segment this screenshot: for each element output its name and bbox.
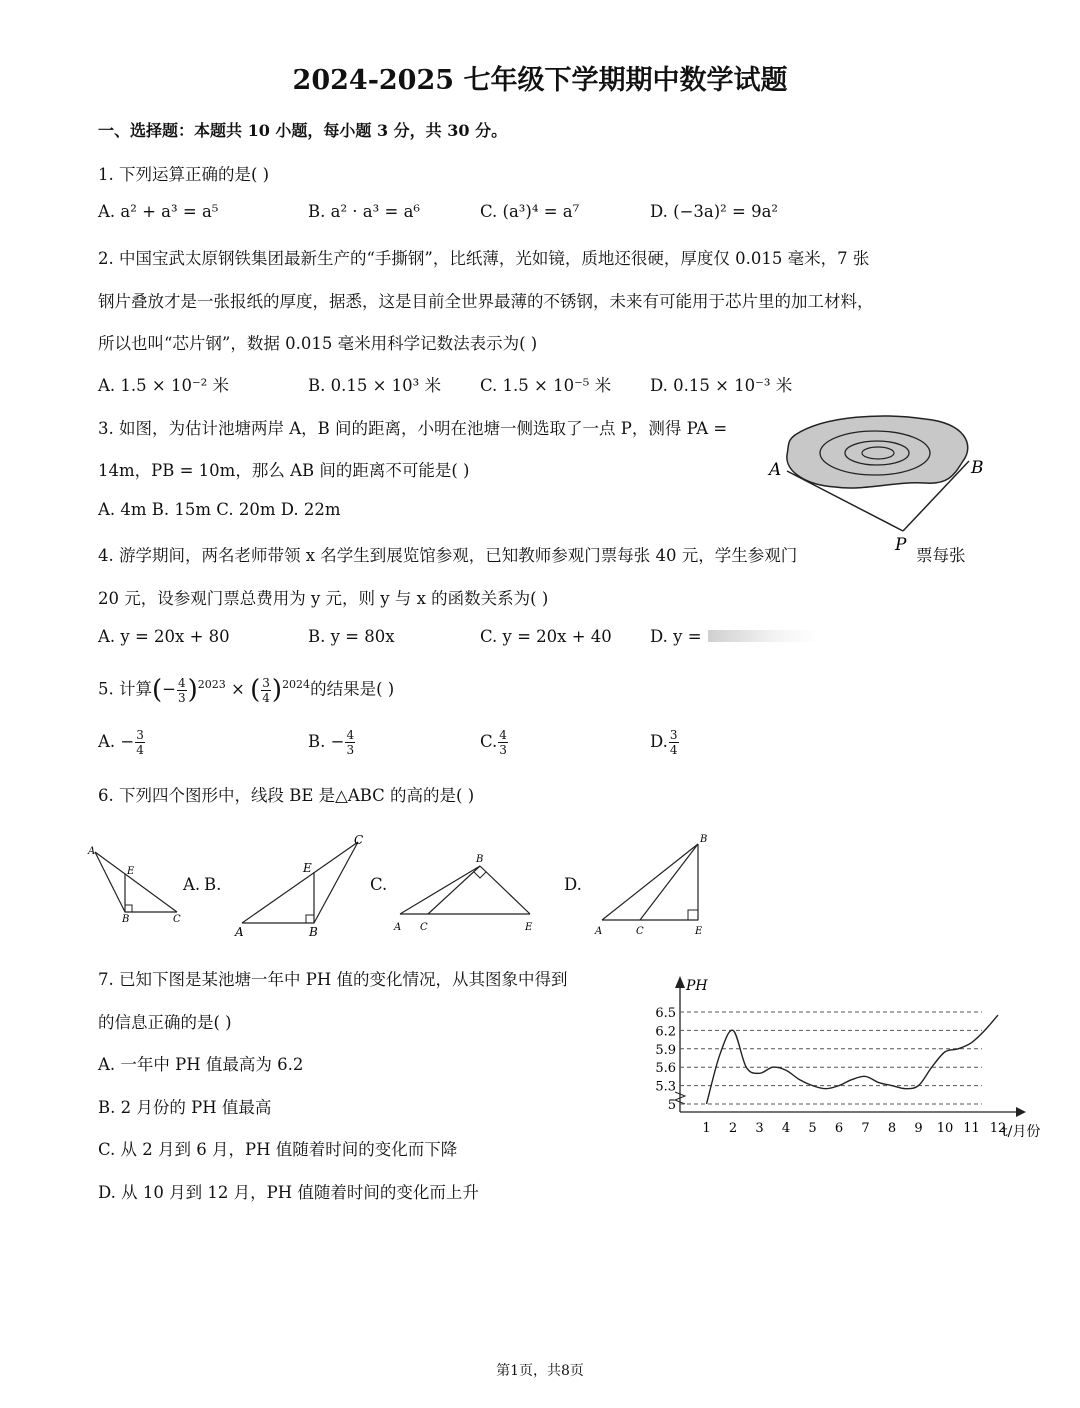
point-p-label: P — [895, 535, 907, 555]
q6-option-c: C. — [370, 875, 388, 894]
q4-option-d: D. y = — [650, 627, 702, 646]
q6-figure-b — [232, 830, 372, 942]
svg-text:B: B — [309, 925, 318, 939]
q2-option-c: C. 1.5 × 10⁻⁵ 米 — [480, 376, 612, 395]
q1-option-d: D. (−3a)² = 9a² — [650, 202, 779, 221]
svg-text:A: A — [88, 846, 96, 857]
q6-stem: 6. 下列四个图形中，线段 BE 是△ABC 的高的是( ) — [98, 786, 475, 805]
y-tick-label: 6.5 — [655, 1006, 676, 1021]
q1-stem: 1. 下列运算正确的是( ) — [98, 165, 270, 184]
q7-option-c: C. 从 2 月到 6 月，PH 值随着时间的变化而下降 — [98, 1140, 458, 1159]
q7-option-d: D. 从 10 月到 12 月，PH 值随着时间的变化而上升 — [98, 1183, 479, 1202]
q3-options: A. 4m B. 15m C. 20m D. 22m — [98, 500, 341, 519]
q5-stem: 5. 计算(− $\frac{4}{3}$ )$^{2023}$ × ( $\frac{3}{4}$ )$^{2024}$的结果是( ) — [98, 675, 395, 705]
q7-line2: 的信息正确的是( ) — [98, 1013, 232, 1032]
q5-option-d: D. $\frac{3}{4}$ — [650, 728, 678, 757]
svg-text:E: E — [303, 861, 312, 875]
point-b-label: B — [971, 458, 984, 478]
svg-text:C: C — [173, 914, 181, 925]
q7-line1: 7. 已知下图是某池塘一年中 PH 值的变化情况，从其图象中得到 — [98, 970, 568, 989]
page-title: 2024-2025 七年级下学期期中数学试题 — [292, 65, 788, 96]
q1-option-c: C. (a³)⁴ = a⁷ — [480, 202, 580, 221]
y-tick-label: 6.2 — [655, 1024, 676, 1040]
ph-chart — [620, 970, 1060, 1150]
q6-option-d: D. — [564, 875, 582, 894]
q7-option-a: A. 一年中 PH 值最高为 6.2 — [98, 1055, 304, 1074]
y-tick-label: 5.3 — [655, 1079, 676, 1095]
svg-text:B: B — [122, 914, 130, 925]
x-tick-label: 4 — [781, 1121, 791, 1136]
y-tick-label: 5 — [667, 1098, 676, 1113]
svg-text:A: A — [595, 926, 603, 937]
q5-option-a: A. − $\frac{3}{4}$ — [98, 728, 144, 757]
q4-line1: 4. 游学期间，两名老师带领 x 名学生到展览馆参观，已知教师参观门票每张 40 元，学生参观门 — [98, 546, 798, 565]
x-tick-label: 9 — [914, 1121, 923, 1136]
svg-text:A: A — [235, 925, 244, 939]
q2-line2: 钢片叠放才是一张报纸的厚度，据悉，这是目前全世界最薄的不锈钢，未来有可能用于芯片里的加工材料， — [98, 292, 874, 311]
x-tick-label: 1 — [702, 1121, 711, 1136]
x-tick-label: 2 — [728, 1121, 738, 1136]
y-axis-label: PH — [686, 978, 708, 994]
q5-option-b: B. − $\frac{4}{3}$ — [308, 728, 355, 757]
q2-option-b: B. 0.15 × 10³ 米 — [308, 376, 442, 395]
q4-line2: 20 元，设参观门票总费用为 y 元，则 y 与 x 的函数关系为( ) — [98, 589, 549, 608]
svg-text:C: C — [354, 833, 364, 847]
svg-text:E: E — [127, 866, 135, 877]
x-axis-arrow — [1016, 1107, 1026, 1117]
q2-line1: 2. 中国宝武太原钢铁集团最新生产的“手撕钢”，比纸薄，光如镜，质地还很硬，厚度仅 0.015 毫米，7 张 — [98, 249, 870, 268]
y-tick-label: 5.9 — [655, 1042, 676, 1058]
svg-text:C: C — [636, 926, 644, 937]
q4-option-b: B. y = 80x — [308, 627, 395, 646]
q3-line2: 14m，PB = 10m，那么 AB 间的距离不可能是( ) — [98, 461, 470, 480]
x-tick-label: 10 — [936, 1121, 954, 1136]
q2-line3: 所以也叫“芯片钢”，数据 0.015 毫米用科学记数法表示为( ) — [98, 334, 538, 353]
point-a-label: A — [769, 460, 782, 480]
y-axis-arrow — [675, 976, 685, 988]
pond-shape — [787, 416, 968, 488]
section-heading: 一、选择题：本题共 10 小题，每小题 3 分，共 30 分。 — [98, 121, 508, 140]
page-footer: 第1页，共8页 — [496, 1363, 584, 1379]
q7-option-b: B. 2 月份的 PH 值最高 — [98, 1098, 272, 1117]
svg-text:B: B — [700, 834, 708, 845]
q5-option-c: C. $\frac{4}{3}$ — [480, 728, 507, 757]
svg-text:C: C — [420, 922, 428, 933]
q6-figure-a — [85, 840, 185, 925]
x-tick-label: 12 — [989, 1121, 1007, 1136]
q4-line1-tail: 票每张 — [916, 546, 966, 565]
q3-line1: 3. 如图，为估计池塘两岸 A，B 间的距离，小明在池塘一侧选取了一点 P，测得 PA = — [98, 419, 728, 438]
q2-option-d: D. 0.15 × 10⁻³ 米 — [650, 376, 793, 395]
smudge — [708, 630, 818, 642]
x-tick-label: 5 — [808, 1121, 817, 1136]
x-tick-label: 8 — [887, 1121, 897, 1136]
q6-figure-c — [390, 850, 540, 935]
svg-text:E: E — [525, 922, 533, 933]
y-tick-label: 5.6 — [655, 1061, 676, 1077]
q2-option-a: A. 1.5 × 10⁻² 米 — [98, 376, 230, 395]
x-tick-label: 6 — [834, 1121, 844, 1136]
x-tick-label: 7 — [861, 1121, 870, 1136]
svg-text:A: A — [394, 922, 402, 933]
axis-break — [675, 1092, 685, 1104]
svg-text:B: B — [476, 854, 484, 865]
q1-option-a: A. a² + a³ = a⁵ — [98, 202, 219, 221]
x-axis-label: t/月份 — [1002, 1124, 1041, 1140]
ph-series-line — [707, 1015, 999, 1104]
q4-option-a: A. y = 20x + 80 — [98, 627, 230, 646]
svg-text:E: E — [695, 926, 703, 937]
q6-option-a: A. — [183, 875, 201, 894]
x-tick-label: 3 — [755, 1121, 764, 1136]
pond-figure — [765, 405, 995, 555]
q4-option-c: C. y = 20x + 40 — [480, 627, 612, 646]
q6-figure-d — [590, 830, 720, 940]
q1-option-b: B. a² · a³ = a⁶ — [308, 202, 421, 221]
q6-option-b: B. — [204, 875, 222, 894]
x-tick-label: 11 — [963, 1121, 980, 1136]
